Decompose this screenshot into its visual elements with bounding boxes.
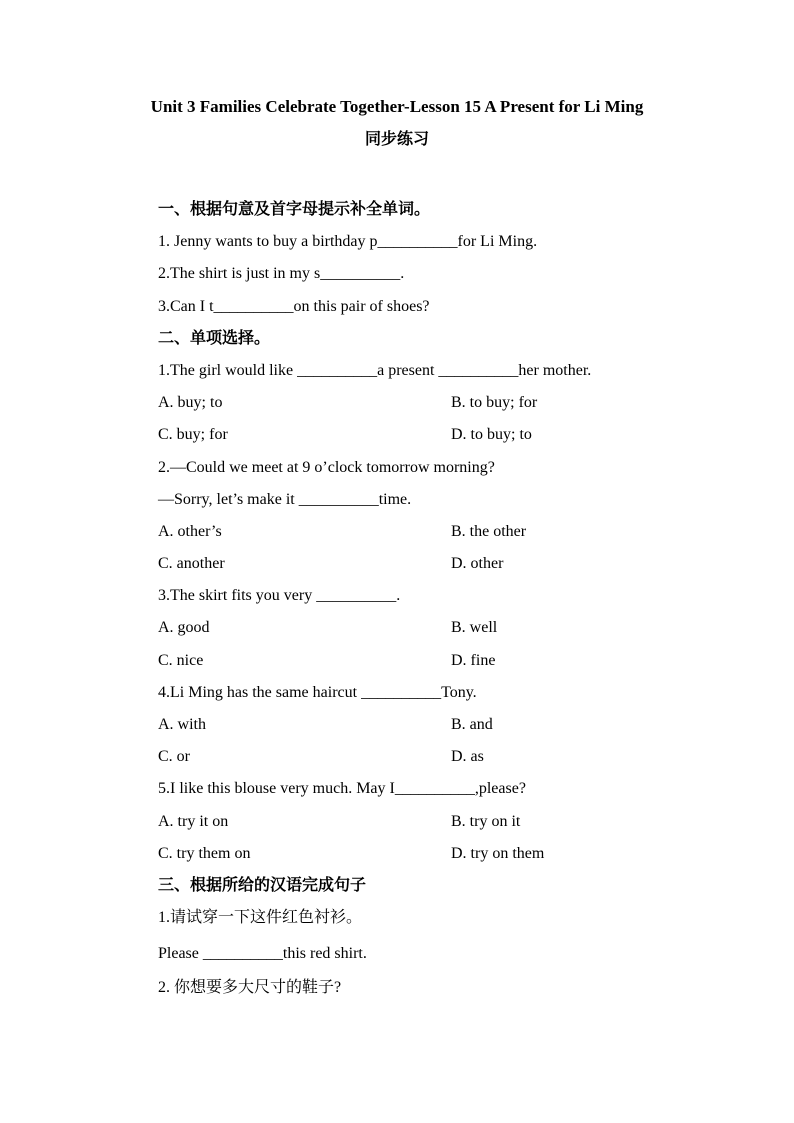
- option-c: C. another: [158, 555, 225, 573]
- section-2-heading: 二、单项选择。: [158, 329, 271, 347]
- option-row: [158, 520, 698, 552]
- option-c: C. buy; for: [158, 426, 228, 444]
- section-3-item: Please __________this red shirt.: [158, 945, 367, 963]
- option-row: [158, 745, 698, 777]
- option-a: A. buy; to: [158, 394, 223, 412]
- option-row: [158, 423, 698, 455]
- option-d: D. fine: [451, 651, 496, 669]
- section-3-item: 2. 你想要多大尺寸的鞋子?: [158, 979, 342, 997]
- option-row: [158, 391, 698, 423]
- section-1-heading: 一、根据句意及首字母提示补全单词。: [158, 201, 431, 218]
- option-row: [158, 649, 698, 681]
- question-stem: 1.The girl would like __________a present __________her mother.: [158, 361, 592, 379]
- question-stem: 2.—Could we meet at 9 o’clock tomorrow morning?: [158, 458, 495, 476]
- section-3-heading: 三、根据所给的汉语完成句子: [158, 876, 367, 894]
- option-a: A. good: [158, 619, 210, 637]
- option-a: A. other’s: [158, 522, 222, 540]
- option-d: D. to buy; to: [451, 426, 532, 444]
- option-d: D. as: [451, 748, 484, 766]
- option-row: [158, 810, 698, 842]
- option-row: [158, 552, 698, 584]
- section-3-item: 1.请试穿一下这件红色衬衫。: [158, 909, 363, 927]
- option-a: A. try it on: [158, 812, 229, 830]
- option-b: B. to buy; for: [451, 394, 538, 412]
- section-1-item: 1. Jenny wants to buy a birthday p__________for Li Ming.: [158, 233, 538, 251]
- question-stem: —Sorry, let’s make it __________time.: [158, 490, 412, 508]
- question-stem: 4.Li Ming has the same haircut __________Tony.: [158, 683, 477, 701]
- option-row: [158, 616, 698, 648]
- option-b: B. the other: [451, 522, 527, 540]
- page-subtitle: 同步练习: [364, 131, 429, 148]
- section-1-item: 3.Can I t__________on this pair of shoes?: [158, 297, 430, 315]
- option-a: A. with: [158, 716, 206, 733]
- option-d: D. try on them: [451, 844, 545, 862]
- option-b: B. well: [451, 619, 498, 637]
- section-1-item: 2.The shirt is just in my s__________.: [158, 265, 405, 283]
- page-title: Unit 3 Families Celebrate Together-Lesson 15 A Present for Li Ming: [150, 97, 644, 116]
- option-row: [158, 713, 698, 745]
- option-b: B. try on it: [451, 812, 521, 830]
- option-c: C. nice: [158, 651, 204, 669]
- question-stem: 3.The skirt fits you very __________.: [158, 587, 401, 605]
- worksheet-content: [158, 198, 698, 1008]
- option-row: [158, 842, 698, 874]
- option-c: C. try them on: [158, 844, 251, 862]
- option-d: D. other: [451, 555, 504, 573]
- option-c: C. or: [158, 748, 190, 766]
- question-stem: 5.I like this blouse very much. May I__________,please?: [158, 780, 526, 798]
- option-b: B. and: [451, 716, 493, 733]
